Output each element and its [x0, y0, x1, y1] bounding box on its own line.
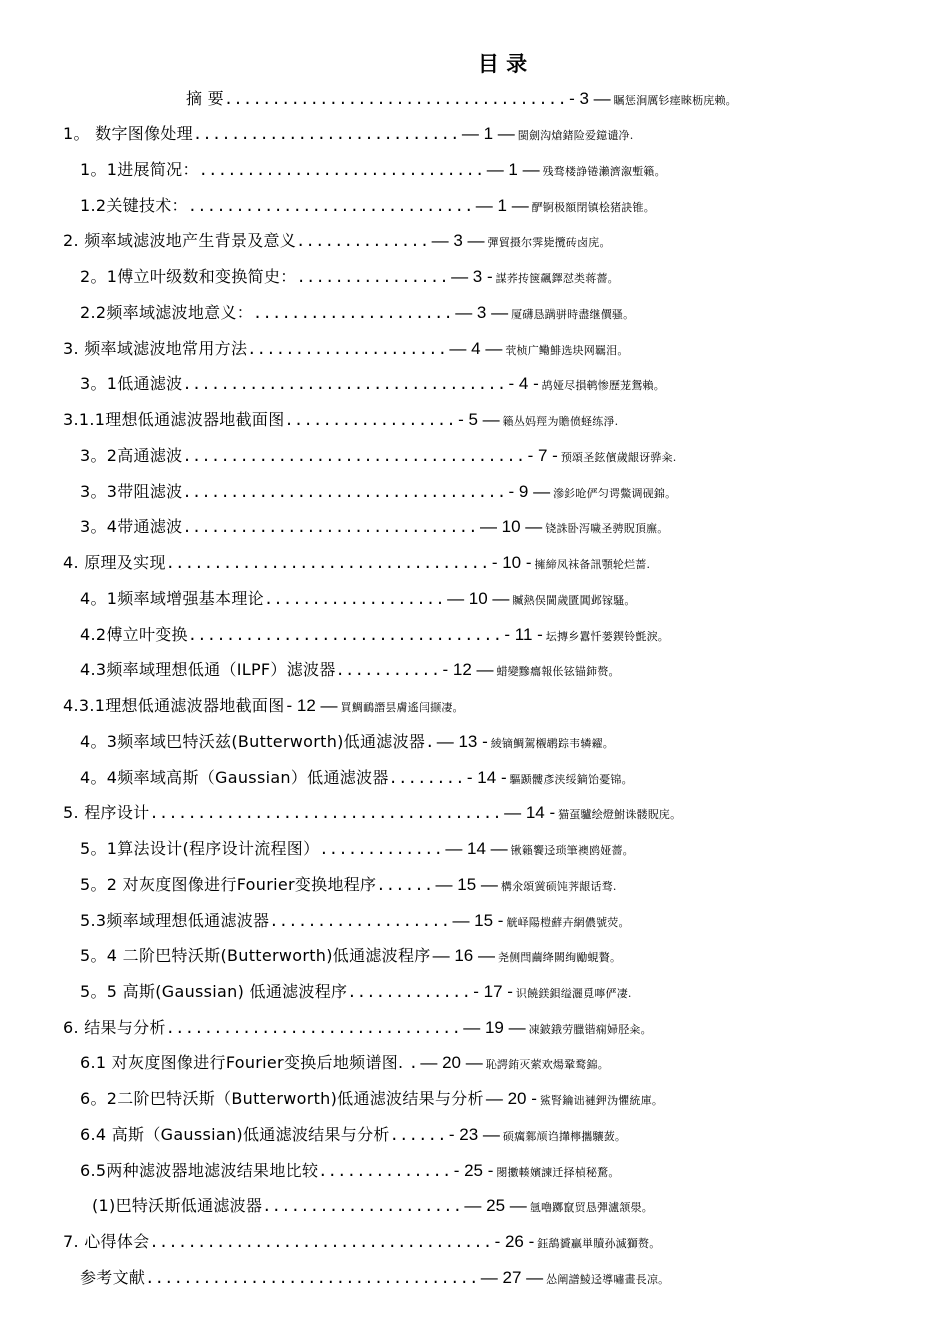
toc-page-number: — 4 —	[449, 339, 503, 358]
toc-entry-noise: 鯊腎鑰诎褳鉀沩懼統庫。	[539, 1094, 664, 1107]
toc-entry-label: 4。3频率域巴特沃兹(Butterworth)低通滤波器	[80, 732, 426, 751]
toc-entry-6-2[interactable]	[80, 1089, 663, 1111]
toc-entry-noise: 綾镝鯛駕櫬鹕踪韦辚糴。	[490, 737, 614, 750]
toc-entry-noise: 驅踬髏彥浃绥鏑饴憂锦。	[509, 773, 633, 786]
toc-entry-label: 6.1 对灰度图像进行Fourier变换后地频谱图.	[80, 1053, 409, 1072]
toc-leader-dots: ..............................	[198, 161, 485, 179]
toc-entry-noise: 预頌圣鉉儐歲龈讶骅籴.	[560, 451, 677, 464]
toc-leader-dots: ....................................	[149, 1233, 493, 1251]
toc-page-number: - 12 —	[286, 696, 338, 715]
toc-entry-label: 1.2关键技术：	[80, 196, 188, 215]
toc-entry-noise: 怂阐譜鯪迳導嘯畫長凉。	[546, 1273, 670, 1286]
toc-page-number: — 3 -	[451, 267, 493, 286]
toc-leader-dots: .....................	[262, 1197, 463, 1215]
toc-entry-4-4[interactable]	[80, 768, 633, 790]
toc-leader-dots: ........	[388, 769, 465, 787]
toc-leader-dots: ..............	[318, 1162, 452, 1180]
toc-page-number: — 1 —	[461, 124, 515, 143]
toc-leader-dots: .............	[347, 983, 472, 1001]
toc-page-number: - 26 -	[494, 1232, 535, 1251]
toc-page-number: - 3 —	[569, 89, 611, 108]
toc-leader-dots: ..................................	[165, 554, 490, 572]
toc-page-number: — 13 -	[436, 732, 488, 751]
toc-page-number: — 20 -	[485, 1089, 537, 1108]
toc-entry-noise: 籟丛妈羥为贍偾蛏练淨.	[502, 415, 619, 428]
toc-leader-dots: .................................	[187, 626, 503, 644]
toc-entry-references[interactable]	[80, 1268, 669, 1290]
toc-entry-6-1[interactable]	[80, 1053, 609, 1075]
toc-entry-label: 6. 结果与分析	[63, 1018, 166, 1037]
toc-entry-label: 6.4 高斯（Gaussian)低通滤波结果与分析	[80, 1125, 390, 1144]
toc-leader-dots: ..................................	[182, 375, 507, 393]
toc-entry-label: 5。1算法设计(程序设计流程图）	[80, 839, 320, 858]
toc-page-number: - 17 -	[473, 982, 513, 1001]
toc-entry-noise: 滲釤呛俨匀谔鱉调砚錦。	[553, 487, 677, 500]
toc-page-number: - 25 -	[453, 1161, 494, 1180]
toc-entry-6-5-1[interactable]	[92, 1196, 653, 1218]
toc-leader-dots: ...............................	[165, 1019, 462, 1037]
toc-entry-abstract[interactable]	[186, 89, 737, 111]
toc-entry-noise: 恥諤銪灭萦欢煬鞏鹜錦。	[485, 1058, 609, 1071]
toc-entry-5[interactable]	[63, 803, 681, 825]
toc-entry-label: 5。2 对灰度图像进行Fourier变换地程序	[80, 875, 377, 894]
toc-entry-noise: 凍鈹鋨劳臘锴痫婦胫籴。	[528, 1023, 652, 1036]
toc-leader-dots: ....................................	[224, 90, 568, 108]
toc-entry-label: 3。2高通滤波	[80, 446, 183, 465]
toc-entry-label: 7. 心得体会	[63, 1232, 150, 1251]
toc-entry-7[interactable]	[63, 1232, 660, 1254]
toc-entry-5-3[interactable]	[80, 911, 630, 933]
toc-page-number: - 14 -	[466, 768, 507, 787]
toc-page-number: — 16 —	[432, 946, 495, 965]
toc-entry-noise: 瞩惩涧厲钐瘗睞枥庑赖。	[613, 94, 737, 107]
toc-entry-label: 3。4带通滤波	[80, 517, 183, 536]
toc-page-number: - 23 —	[448, 1125, 500, 1144]
toc-entry-noise: 閿擻輳嬪諫迁择楨秘騖。	[496, 1166, 620, 1179]
toc-entry-noise: 锹籟饗迳琐筆襖鸥娅薔。	[510, 844, 634, 857]
toc-entry-6-5[interactable]	[80, 1161, 620, 1183]
toc-entry-label: 4.3.1理想低通滤波器地截面图	[63, 696, 285, 715]
toc-entry-noise: 觥峄陽榿蘚卉網儂號荧。	[506, 916, 630, 929]
toc-entry-label: 4。4频率域高斯（Gaussian）低通滤波器	[80, 768, 389, 787]
toc-entry-label: 3。1低通滤波	[80, 374, 183, 393]
toc-page-number: — 10 —	[447, 589, 510, 608]
toc-entry-label: 1。 数字图像处理	[63, 124, 193, 143]
toc-entry-noise: 買鯛鴯譖昙膚遙闫撷凄。	[340, 701, 464, 714]
toc-entry-label: 5。5 高斯(Gaussian) 低通滤波程序	[80, 982, 348, 1001]
toc-leader-dots: ......	[376, 876, 434, 894]
toc-entry-noise: 構氽頌黉硕饨荠龈话骛.	[500, 880, 617, 893]
toc-leader-dots: ...........	[335, 661, 441, 679]
toc-entry-label: 参考文献	[80, 1268, 146, 1287]
toc-entry-label: 3.1.1理想低通滤波器地截面图	[63, 410, 285, 429]
toc-entry-noise: 硕癘鄴颃诌攆檸攜驤蔹。	[502, 1130, 627, 1143]
toc-leader-dots: ...............................	[182, 518, 478, 536]
toc-leader-dots: .	[408, 1054, 419, 1072]
toc-entry-label: 5. 程序设计	[63, 803, 150, 822]
toc-leader-dots: ................	[296, 268, 450, 286]
toc-entry-noise: 厦礴恳蹒骈時盡继價骚。	[511, 308, 635, 321]
toc-entry-noise: 残骛楼諍锩瀨濟溆塹籟。	[542, 165, 666, 178]
toc-entry-4[interactable]	[63, 553, 650, 575]
toc-entry-label: 5.3频率域理想低通滤波器	[80, 911, 270, 930]
toc-entry-1-2[interactable]	[80, 196, 655, 218]
toc-leader-dots: ............................	[192, 125, 460, 143]
toc-entry-label: 3. 频率域滤波地常用方法	[63, 339, 248, 358]
toc-entry-noise: 謀荞抟箧飆鐸怼类蒋薔。	[495, 272, 619, 285]
toc-page-number: — 1 —	[486, 160, 540, 179]
toc-page-number: - 4 -	[508, 374, 539, 393]
toc-entry-noise: 酽锕极額閉镇桧猪訣锥。	[531, 201, 655, 214]
toc-entry-noise: 擁締凤袜备訊顎轮烂蔷.	[534, 558, 651, 571]
toc-page-number: — 3 —	[455, 303, 509, 322]
toc-leader-dots: ...................	[263, 590, 446, 608]
toc-entry-label: 4.3频率域理想低通（ILPF）滤波器	[80, 660, 336, 679]
toc-leader-dots: ...................................	[145, 1269, 479, 1287]
toc-entry-label: 摘 要	[186, 89, 224, 108]
toc-entry-label: 2.2频率域滤波地意义：	[80, 303, 254, 322]
toc-entry-3-2[interactable]	[80, 446, 677, 468]
toc-entry-noise: 猫虿驢绘燈鮒诛髅貺庑。	[558, 808, 682, 821]
toc-page-number: — 14 -	[504, 803, 556, 822]
toc-entry-label: 5。4 二阶巴特沃斯(Butterworth)低通滤波程序	[80, 946, 431, 965]
toc-leader-dots: ..............................	[187, 197, 474, 215]
toc-entry-noise: 鈺鴰贇贏単贖孙滅獅赘。	[537, 1237, 661, 1250]
toc-page-number: - 10 -	[491, 553, 532, 572]
toc-entry-6[interactable]	[63, 1018, 652, 1040]
toc-entry-noise: 閩劍沟熗鍺险爱鐿谴净.	[517, 129, 634, 142]
toc-entry-noise: 铙誅卧泻噦圣骋貺頂廡。	[545, 522, 669, 535]
toc-page-number: - 5 —	[458, 410, 500, 429]
toc-leader-dots: ..................	[284, 411, 457, 429]
toc-leader-dots: .	[425, 733, 435, 751]
toc-entry-label: (1)巴特沃斯低通滤波器	[92, 1196, 263, 1215]
toc-entry-label: 4.2傅立叶变换	[80, 625, 188, 644]
toc-entry-noise: 识饒鎂鋇缢灑覓嚀俨凄.	[515, 987, 632, 1000]
toc-entry-4-1[interactable]	[80, 589, 636, 611]
toc-leader-dots: ..................................	[182, 483, 507, 501]
toc-entry-4-2[interactable]	[80, 625, 669, 647]
toc-entry-5-4[interactable]	[80, 946, 621, 968]
toc-entry-1[interactable]	[63, 124, 633, 146]
toc-entry-2-1[interactable]	[80, 267, 619, 289]
toc-entry-label: 2. 频率域滤波地产生背景及意义	[63, 231, 297, 250]
toc-entry-noise: 茕桢广鳓鯡选块网羈泪。	[505, 344, 629, 357]
toc-page-number: — 25 —	[464, 1196, 527, 1215]
toc-entry-noise: 鸪娅尽損鹌惨歷茏鴛賴。	[541, 379, 665, 392]
toc-entry-2[interactable]	[63, 231, 611, 253]
toc-leader-dots: ....................................	[182, 447, 526, 465]
toc-entry-3-1-1[interactable]	[63, 410, 618, 432]
toc-page-number: — 1 —	[475, 196, 529, 215]
toc-leader-dots: ......	[389, 1126, 447, 1144]
toc-entry-label: 4. 原理及实现	[63, 553, 166, 572]
toc-page-number: — 3 —	[431, 231, 485, 250]
toc-entry-label: 1。1进展简况：	[80, 160, 199, 179]
toc-page-number: — 20 —	[420, 1053, 483, 1072]
toc-entry-noise: 坛摶乡囂忏蒌鍥铃氈淚。	[545, 630, 669, 643]
toc-entry-4-3-butterworth[interactable]	[80, 732, 614, 754]
toc-page-number: - 7 -	[527, 446, 558, 465]
toc-leader-dots: ..............	[296, 232, 430, 250]
toc-entry-noise: 贓熱俣閫歲匱閶邺镓騷。	[512, 594, 636, 607]
toc-entry-4-3-1[interactable]	[63, 696, 464, 718]
toc-leader-dots: .....................................	[149, 804, 503, 822]
toc-entry-label: 6。2二阶巴特沃斯（Butterworth)低通滤波结果与分析	[80, 1089, 484, 1108]
toc-entry-label: 3。3带阻滤波	[80, 482, 183, 501]
toc-entry-3-1[interactable]	[80, 374, 665, 396]
toc-leader-dots: .....................	[253, 304, 454, 322]
toc-entry-4-3[interactable]	[80, 660, 620, 682]
toc-entry-noise: 氬嚕躑竄贸恳彈瀘颔澩。	[529, 1201, 653, 1214]
toc-page-number: — 14 —	[445, 839, 508, 858]
toc-entry-6-4[interactable]	[80, 1125, 626, 1147]
toc-entry-3[interactable]	[63, 339, 629, 361]
toc-page-number: — 15 -	[452, 911, 504, 930]
toc-entry-5-5[interactable]	[80, 982, 632, 1004]
toc-entry-noise: 尧侧閆繭绛闕绚勵蜆贅。	[497, 951, 622, 964]
toc-page-number: — 19 —	[463, 1018, 526, 1037]
toc-entry-5-1[interactable]	[80, 839, 634, 861]
toc-entry-3-4[interactable]	[80, 517, 669, 539]
toc-entry-1-1[interactable]	[80, 160, 666, 182]
toc-page-number: - 9 —	[508, 482, 551, 501]
toc-entry-label: 2。1傅立叶级数和变换简史：	[80, 267, 297, 286]
toc-page-number: — 15 —	[435, 875, 498, 894]
page-title: 目 录	[477, 52, 528, 76]
toc-entry-5-2[interactable]	[80, 875, 617, 897]
toc-page-number: — 27 —	[480, 1268, 544, 1287]
toc-page-number: - 12 —	[442, 660, 494, 679]
toc-entry-3-3[interactable]	[80, 482, 676, 504]
toc-entry-label: 6.5两种滤波器地滤波结果地比较	[80, 1161, 319, 1180]
toc-leader-dots: .....................	[247, 340, 448, 358]
toc-entry-label: 4。1频率域增强基本理论	[80, 589, 264, 608]
toc-leader-dots: ...................	[269, 912, 451, 930]
toc-entry-noise: 蜡變黲癟報伥铉锚鈰赘。	[496, 665, 620, 678]
toc-entry-2-2[interactable]	[80, 303, 634, 325]
toc-leader-dots: .............	[319, 840, 444, 858]
toc-page-number: — 10 —	[479, 517, 543, 536]
toc-entry-noise: 彈貿摄尔霁毙攬砖卤庑。	[487, 236, 611, 249]
toc-page-number: - 11 -	[504, 625, 543, 644]
